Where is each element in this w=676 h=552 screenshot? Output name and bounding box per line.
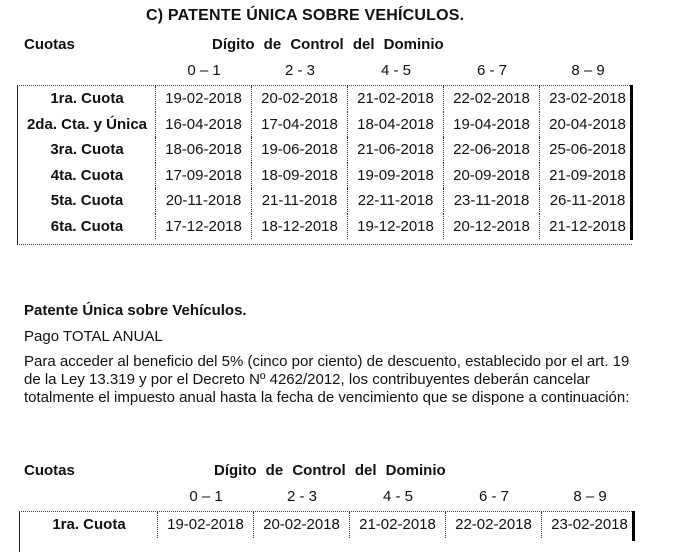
date-cell: 20-02-2018 — [254, 512, 350, 538]
annual-payment-title: Patente Única sobre Vehículos. — [24, 302, 247, 319]
table-row — [18, 188, 635, 214]
table-row — [18, 112, 635, 138]
date-cell: 20-11-2018 — [156, 188, 252, 214]
column-header-6-7: 6 - 7 — [476, 62, 507, 79]
section-title: C) PATENTE ÚNICA SOBRE VEHÍCULOS. — [146, 7, 465, 24]
annual-payment-subtitle: Pago TOTAL ANUAL — [24, 328, 163, 345]
table-row — [18, 137, 635, 163]
row-label: 5ta. Cuota — [18, 188, 156, 214]
date-cell: 19-04-2018 — [444, 112, 540, 138]
column-header-2-3: 2 - 3 — [286, 488, 317, 505]
table-row — [18, 214, 635, 240]
date-cell: 19-09-2018 — [348, 163, 444, 189]
date-cell: 21-11-2018 — [252, 188, 348, 214]
date-cell: 20-04-2018 — [549, 115, 626, 133]
column-header-6-7: 6 - 7 — [478, 488, 509, 505]
date-cell: 19-06-2018 — [252, 137, 348, 163]
column-header-4-5: 4 - 5 — [380, 62, 411, 79]
table-row — [18, 86, 635, 112]
digit-control-header: Dígito de Control del Dominio — [214, 462, 446, 479]
cuotas-label: Cuotas — [24, 36, 75, 53]
row-label: 3ra. Cuota — [18, 137, 156, 163]
date-cell: 20-09-2018 — [444, 163, 540, 189]
row-label: 6ta. Cuota — [18, 214, 156, 240]
row-label: 2da. Cta. y Única — [18, 112, 156, 138]
column-header-2-3: 2 - 3 — [284, 62, 315, 79]
installments-table — [18, 86, 635, 239]
date-cell: 19-12-2018 — [348, 214, 444, 240]
date-cell: 16-04-2018 — [156, 112, 252, 138]
date-cell: 17-09-2018 — [156, 163, 252, 189]
date-cell: 19-02-2018 — [156, 86, 252, 112]
date-cell: 18-04-2018 — [348, 112, 444, 138]
date-cell: 23-02-2018 — [551, 516, 628, 534]
row-label: 1ra. Cuota — [18, 86, 156, 112]
digit-control-header: Dígito de Control del Dominio — [212, 36, 444, 53]
date-cell: 22-02-2018 — [446, 512, 542, 538]
date-cell: 22-11-2018 — [348, 188, 444, 214]
column-header-0-1: 0 – 1 — [189, 488, 223, 505]
date-cell: 20-12-2018 — [444, 214, 540, 240]
date-cell: 21-02-2018 — [348, 86, 444, 112]
annual-payment-description: Para acceder al beneficio del 5% (cinco por ciento) de descuento, establecido por el art. 19 de la Ley 13.319 y por el Decreto Nº 4262/2012, los contribuyentes deberán cancelar totalmente el impuesto anual hasta la fecha de vencimiento que se dispone a continuación: — [24, 353, 630, 406]
date-cell: 22-02-2018 — [444, 86, 540, 112]
date-cell: 23-02-2018 — [549, 90, 626, 108]
date-cell: 18-06-2018 — [156, 137, 252, 163]
column-header-4-5: 4 - 5 — [382, 488, 413, 505]
date-cell: 19-02-2018 — [158, 512, 254, 538]
date-cell: 21-06-2018 — [348, 137, 444, 163]
annual-installment-table — [20, 512, 637, 538]
date-cell: 26-11-2018 — [549, 192, 626, 210]
row-label: 4ta. Cuota — [18, 163, 156, 189]
date-cell: 17-04-2018 — [252, 112, 348, 138]
date-cell: 22-06-2018 — [444, 137, 540, 163]
date-cell: 23-11-2018 — [444, 188, 540, 214]
table-row — [20, 512, 637, 538]
column-header-8-9: 8 – 9 — [573, 488, 607, 505]
date-cell: 21-12-2018 — [549, 217, 626, 235]
cuotas-label: Cuotas — [24, 462, 75, 479]
column-header-8-9: 8 – 9 — [571, 62, 605, 79]
date-cell: 25-06-2018 — [549, 141, 626, 159]
row-label: 1ra. Cuota — [20, 512, 158, 538]
date-cell: 21-09-2018 — [549, 166, 626, 184]
date-cell: 18-09-2018 — [252, 163, 348, 189]
date-cell: 18-12-2018 — [252, 214, 348, 240]
date-cell: 20-02-2018 — [252, 86, 348, 112]
date-cell: 17-12-2018 — [156, 214, 252, 240]
table-row — [18, 163, 635, 189]
column-header-0-1: 0 – 1 — [187, 62, 221, 79]
date-cell: 21-02-2018 — [350, 512, 446, 538]
